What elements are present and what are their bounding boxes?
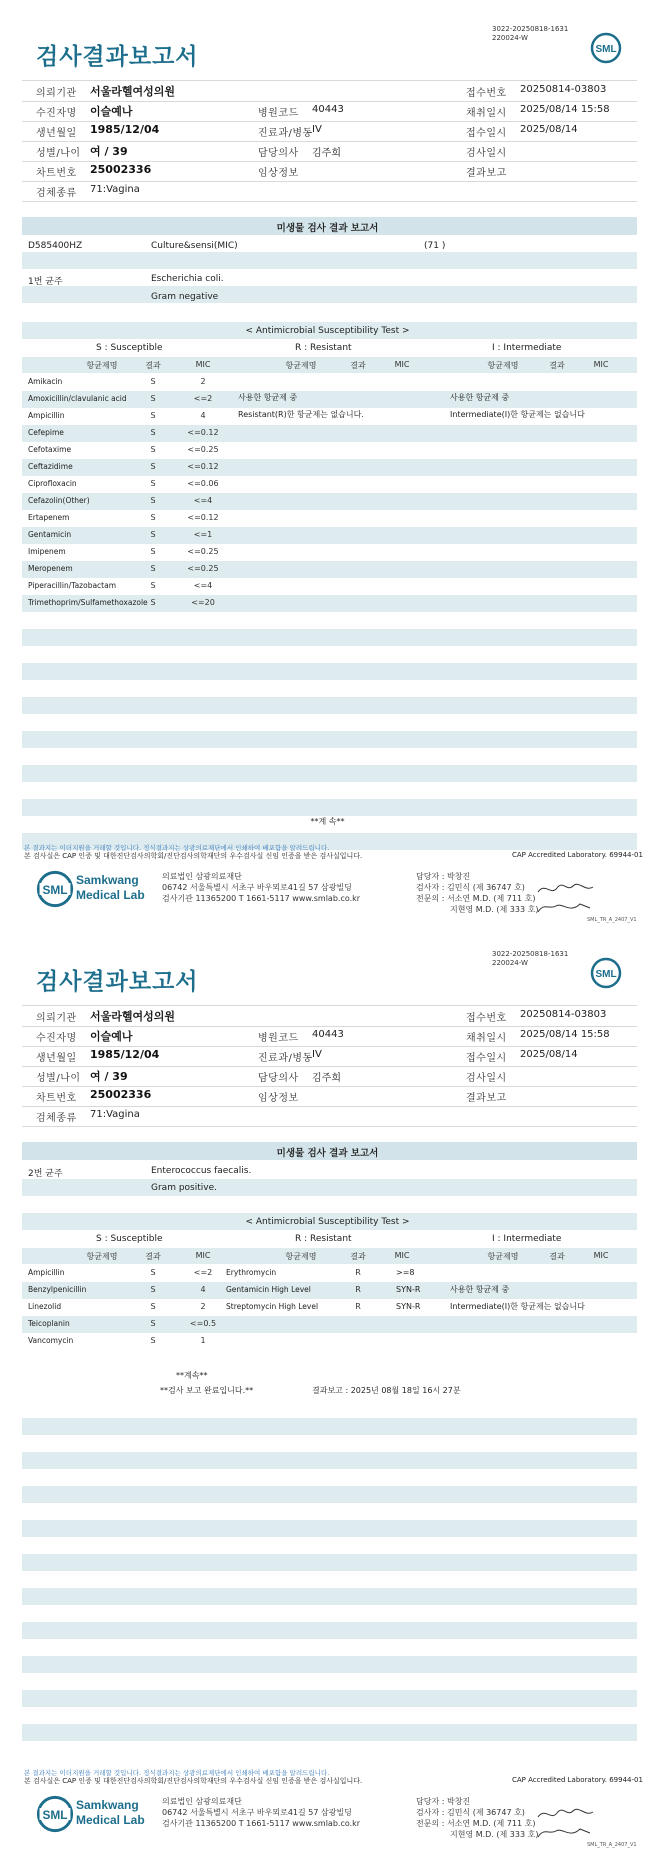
drug-mic: <=4	[193, 581, 213, 590]
continued-text: **계속**	[176, 1371, 208, 1380]
row-stripe	[22, 1316, 637, 1333]
row-stripe	[22, 425, 637, 442]
collect-date-value: 2025/08/14 15:58	[520, 1029, 610, 1040]
row-stripe	[22, 1724, 637, 1741]
row-stripe	[22, 731, 637, 748]
sml-logo-icon	[590, 32, 622, 64]
col-result: 결과	[145, 1252, 161, 1261]
drug-mic-r: SYN-R	[396, 1285, 421, 1294]
drug-mic: <=1	[193, 530, 213, 539]
drug-name-r: Streptomycin High Level	[226, 1302, 319, 1311]
drug-mic: 4	[200, 411, 206, 420]
footer-cap-right: CAP Accredited Laboratory. 69944-01	[512, 1776, 643, 1784]
col-drug: 항균제명	[86, 1252, 118, 1261]
label-hospital-code: 병원코드	[258, 108, 299, 119]
report-page-2	[0, 925, 655, 1850]
row-stripe	[22, 697, 637, 714]
label-birth: 생년월일	[36, 128, 77, 139]
ast-title: < Antimicrobial Susceptibility Test >	[245, 326, 410, 336]
drug-name: Piperacillin/Tazobactam	[28, 581, 117, 590]
legend-intermediate: I : Intermediate	[492, 1234, 562, 1244]
label-patient-name: 수진자명	[36, 108, 77, 119]
drug-name: Ertapenem	[28, 513, 70, 522]
drug-name: Linezolid	[28, 1302, 62, 1311]
drug-name: Teicoplanin	[28, 1319, 70, 1328]
label-patient-name: 수진자명	[36, 1033, 77, 1044]
label-collect-date: 채취일시	[466, 108, 507, 119]
col-result-i: 결과	[549, 361, 565, 370]
form-code: SML_TR_A_2407_V1	[587, 917, 637, 923]
row-stripe	[22, 629, 637, 646]
ast-title: < Antimicrobial Susceptibility Test >	[245, 1217, 410, 1227]
samkwang-logo-icon	[36, 1795, 74, 1833]
label-receipt-date: 접수일시	[466, 1053, 507, 1064]
drug-result: S	[150, 1336, 156, 1345]
drug-name: Trimethoprim/Sulfamethoxazole	[28, 598, 148, 607]
section-title: 미생물 검사 결과 보고서	[276, 223, 379, 234]
note-used-r: 사용한 항균제 중	[238, 393, 298, 402]
form-code: SML_TR_A_2407_V1	[587, 1842, 637, 1848]
label-clinical: 임상정보	[258, 1093, 299, 1104]
birth-value: 1985/12/04	[90, 123, 160, 136]
drug-result: S	[150, 547, 156, 556]
doc-code-2: 3022-20250818-1631 220024-W	[492, 950, 569, 967]
organism-name: Escherichia coli.	[151, 274, 224, 284]
legend-susceptible: S : Susceptible	[96, 343, 163, 353]
drug-result: S	[150, 598, 156, 607]
footer-staff: 담당자 : 박창진 검사자 : 김민식 (제 36747 호) 전문의 : 서소연 M.D. (제 711 호) 지현영 M.D. (제 333 호)	[416, 872, 539, 914]
col-drug: 항균제명	[86, 361, 118, 370]
legend-resistant: R : Resistant	[295, 343, 352, 353]
col-mic-i: MIC	[593, 1251, 609, 1260]
drug-mic: 2	[200, 1302, 206, 1311]
drug-result: S	[150, 411, 156, 420]
label-clinical: 임상정보	[258, 168, 299, 179]
dept-value: IV	[312, 1049, 322, 1060]
drug-result-r: R	[355, 1268, 361, 1277]
gram-stain: Gram negative	[151, 292, 219, 302]
label-sex-age: 성별/나이	[36, 1073, 81, 1084]
drug-result: S	[150, 1302, 156, 1311]
note-used-i: 사용한 항균제 중	[450, 1285, 510, 1294]
col-drug-r: 항균제명	[285, 361, 317, 370]
drug-name: Ceftazidime	[28, 462, 73, 471]
drug-mic: <=0.12	[187, 428, 219, 437]
receipt-date-value: 2025/08/14	[520, 1049, 578, 1060]
svg-text:SML: SML	[595, 969, 617, 980]
drug-name: Cefepime	[28, 428, 64, 437]
report-title: 검사결과보고서	[36, 44, 199, 70]
footer-org: 의료법인 삼광의료재단 06742 서울특별시 서초구 바우뫼로41길 57 삼광빌딩 검사기관 11365200 T 1661-5117 www.smlab.co.kr	[162, 1797, 361, 1828]
label-receipt-date: 접수일시	[466, 128, 507, 139]
label-doctor: 담당의사	[258, 1073, 299, 1084]
receipt-no-value: 20250814-03803	[520, 84, 607, 95]
specimen-value: 71:Vagina	[90, 184, 140, 195]
row-stripe	[22, 1656, 637, 1673]
test-name: Culture&sensi(MIC)	[151, 241, 238, 251]
label-specimen: 검체종류	[36, 188, 77, 199]
drug-name: Cefotaxime	[28, 445, 72, 454]
drug-mic: <=0.5	[189, 1319, 217, 1328]
samkwang-logo: SML Samkwang Medical Lab	[36, 1795, 146, 1835]
report-time: 결과보고 : 2025년 08월 18일 16시 27분	[312, 1386, 461, 1395]
row-stripe	[22, 1486, 637, 1503]
row-stripe	[22, 799, 637, 816]
drug-name: Amoxicillin/clavulanic acid	[28, 394, 127, 403]
label-chart-no: 차트번호	[36, 1093, 77, 1104]
drug-mic: <=4	[193, 496, 213, 505]
row-stripe	[22, 459, 637, 476]
drug-mic: 4	[200, 1285, 206, 1294]
label-birth: 생년월일	[36, 1053, 77, 1064]
note-none-i: Intermediate(I)한 항균제는 없습니다	[450, 410, 585, 419]
footer-cap-line: 본 검사실은 CAP 인증 및 대한진단검사의학회/진단검사의학재단의 우수검사실 신임 인증을 받은 검사실입니다.	[24, 1777, 363, 1785]
report-title-2: 검사결과보고서	[36, 969, 199, 995]
drug-result: S	[150, 428, 156, 437]
samkwang-logo: SML Samkwang Medical Lab	[36, 870, 146, 910]
svg-text:SML: SML	[42, 1807, 68, 1822]
col-mic-i: MIC	[593, 360, 609, 369]
drug-result-r: R	[355, 1285, 361, 1294]
drug-name: Ciprofloxacin	[28, 479, 77, 488]
drug-mic: <=20	[191, 598, 215, 607]
col-drug-i: 항균제명	[487, 361, 519, 370]
drug-result: S	[150, 479, 156, 488]
legend-resistant: R : Resistant	[295, 1234, 352, 1244]
drug-result: S	[150, 513, 156, 522]
drug-result: S	[150, 1319, 156, 1328]
organism-label: 2번 균주	[28, 1169, 63, 1179]
drug-mic-r: >=8	[396, 1268, 415, 1277]
footer-warning: 본 결과지는 이더지원을 거래할 것입니다. 정식결과지는 상광의료재단에서 인쇄하여 배포함을 알려드립니다.	[24, 844, 330, 852]
drug-mic: <=0.12	[187, 462, 219, 471]
drug-mic: <=0.25	[187, 564, 219, 573]
patient-name-value: 이슬예나	[90, 1030, 133, 1043]
drug-mic: <=0.25	[187, 547, 219, 556]
drug-mic-r: SYN-R	[396, 1302, 421, 1311]
patient-name-value: 이슬예나	[90, 105, 133, 118]
drug-name: Amikacin	[28, 377, 63, 386]
test-ref: (71 )	[424, 241, 446, 251]
footer-cap-line: 본 검사실은 CAP 인증 및 대한진단검사의학회/진단검사의학재단의 우수검사실 신임 인증을 받은 검사실입니다.	[24, 852, 363, 860]
samkwang-logo-icon	[36, 870, 74, 908]
drug-result: S	[150, 1268, 156, 1277]
sex-age-value: 여 / 39	[90, 145, 128, 158]
row-stripe	[22, 1520, 637, 1537]
hospital-code-value: 40443	[312, 104, 344, 115]
drug-result: S	[150, 496, 156, 505]
drug-mic: <=0.06	[187, 479, 219, 488]
label-test-date: 검사일시	[466, 148, 507, 159]
row-stripe	[22, 1282, 637, 1299]
label-chart-no: 차트번호	[36, 168, 77, 179]
note-none-r: Resistant(R)한 항균제는 없습니다.	[238, 410, 364, 419]
label-result-report: 결과보고	[466, 168, 507, 179]
label-sex-age: 성별/나이	[36, 148, 81, 159]
label-collect-date: 채취일시	[466, 1033, 507, 1044]
organism-name: Enterococcus faecalis.	[151, 1166, 252, 1176]
col-result-i: 결과	[549, 1252, 565, 1261]
drug-result: S	[150, 462, 156, 471]
row-stripe	[22, 561, 637, 578]
col-mic-r: MIC	[394, 360, 410, 369]
drug-name: Cefazolin(Other)	[28, 496, 90, 505]
drug-name-r: Erythromycin	[226, 1268, 277, 1277]
legend-intermediate: I : Intermediate	[492, 343, 562, 353]
svg-text:SML: SML	[42, 882, 68, 897]
row-stripe	[22, 1554, 637, 1571]
row-stripe	[22, 1690, 637, 1707]
drug-mic: <=0.25	[187, 445, 219, 454]
dept-value: IV	[312, 124, 322, 135]
col-result-r: 결과	[350, 1252, 366, 1261]
row-stripe	[22, 1418, 637, 1435]
receipt-date-value: 2025/08/14	[520, 124, 578, 135]
gram-stain: Gram positive.	[151, 1183, 217, 1193]
report-complete: **검사 보고 완료입니다.**	[160, 1386, 254, 1395]
drug-name: Meropenem	[28, 564, 73, 573]
row-stripe	[22, 1452, 637, 1469]
col-mic: MIC	[195, 360, 211, 369]
col-mic: MIC	[195, 1251, 211, 1260]
drug-result: S	[150, 394, 156, 403]
drug-name: Ampicillin	[28, 1268, 65, 1277]
note-used-i: 사용한 항균제 중	[450, 393, 510, 402]
sml-logo-icon-2	[590, 957, 622, 989]
label-institution: 의뢰기관	[36, 1013, 77, 1024]
section-title: 미생물 검사 결과 보고서	[276, 1148, 379, 1159]
drug-result: S	[150, 1285, 156, 1294]
col-drug-r: 항균제명	[285, 1252, 317, 1261]
row-stripe	[22, 1588, 637, 1605]
footer-org: 의료법인 삼광의료재단 06742 서울특별시 서초구 바우뫼로41길 57 삼광빌딩 검사기관 11365200 T 1661-5117 www.smlab.co.kr	[162, 872, 361, 903]
label-receipt-no: 접수번호	[466, 88, 507, 99]
row-stripe	[22, 1622, 637, 1639]
label-result-report: 결과보고	[466, 1093, 507, 1104]
label-receipt-no: 접수번호	[466, 1013, 507, 1024]
continued-text: **계 속**	[310, 817, 345, 826]
col-result: 결과	[145, 361, 161, 370]
drug-result-r: R	[355, 1302, 361, 1311]
institution-value: 서울라헬여성의원	[90, 1010, 176, 1023]
drug-mic: 2	[200, 377, 206, 386]
drug-result: S	[150, 581, 156, 590]
label-specimen: 검체종류	[36, 1113, 77, 1124]
svg-text:SML: SML	[595, 44, 617, 55]
institution-value: 서울라헬여성의원	[90, 85, 176, 98]
chart-no-value: 25002336	[90, 1088, 152, 1101]
label-dept: 진료과/병동	[258, 128, 313, 139]
drug-name-r: Gentamicin High Level	[226, 1285, 311, 1294]
doctor-value: 김주희	[312, 148, 341, 159]
drug-result: S	[150, 445, 156, 454]
legend-susceptible: S : Susceptible	[96, 1234, 163, 1244]
label-hospital-code: 병원코드	[258, 1033, 299, 1044]
drug-mic: <=2	[193, 394, 213, 403]
col-result-r: 결과	[350, 361, 366, 370]
chart-no-value: 25002336	[90, 163, 152, 176]
drug-result: S	[150, 530, 156, 539]
drug-result: S	[150, 564, 156, 573]
drug-result: S	[150, 377, 156, 386]
organism-label: 1번 균주	[28, 277, 63, 287]
drug-name: Ampicillin	[28, 411, 65, 420]
drug-name: Vancomycin	[28, 1336, 74, 1345]
note-none-i: Intermediate(I)한 항균제는 없습니다	[450, 1302, 585, 1311]
footer-warning: 본 결과지는 이더지원을 거래할 것입니다. 정식결과지는 상광의료재단에서 인쇄하여 배포함을 알려드립니다.	[24, 1769, 330, 1777]
doctor-value: 김주희	[312, 1073, 341, 1084]
footer-staff: 담당자 : 박창진 검사자 : 김민식 (제 36747 호) 전문의 : 서소연 M.D. (제 711 호) 지현영 M.D. (제 333 호)	[416, 1797, 539, 1839]
birth-value: 1985/12/04	[90, 1048, 160, 1061]
drug-mic: <=2	[193, 1268, 213, 1277]
drug-name: Gentamicin	[28, 530, 72, 539]
drug-mic: <=0.12	[187, 513, 219, 522]
test-code: D585400HZ	[28, 241, 83, 251]
label-test-date: 검사일시	[466, 1073, 507, 1084]
drug-mic: 1	[200, 1336, 206, 1345]
col-drug-i: 항균제명	[487, 1252, 519, 1261]
footer-cap-right: CAP Accredited Laboratory. 69944-01	[512, 851, 643, 859]
label-institution: 의뢰기관	[36, 88, 77, 99]
row-stripe	[22, 663, 637, 680]
receipt-no-value: 20250814-03803	[520, 1009, 607, 1020]
label-doctor: 담당의사	[258, 148, 299, 159]
hospital-code-value: 40443	[312, 1029, 344, 1040]
row-stripe	[22, 527, 637, 544]
label-dept: 진료과/병동	[258, 1053, 313, 1064]
sex-age-value: 여 / 39	[90, 1070, 128, 1083]
specimen-value: 71:Vagina	[90, 1109, 140, 1120]
drug-name: Imipenem	[28, 547, 66, 556]
drug-name: Benzylpenicillin	[28, 1285, 87, 1294]
collect-date-value: 2025/08/14 15:58	[520, 104, 610, 115]
row-stripe	[22, 765, 637, 782]
row-stripe	[22, 493, 637, 510]
doc-code: 3022-20250818-1631 220024-W	[492, 25, 569, 42]
col-mic-r: MIC	[394, 1251, 410, 1260]
